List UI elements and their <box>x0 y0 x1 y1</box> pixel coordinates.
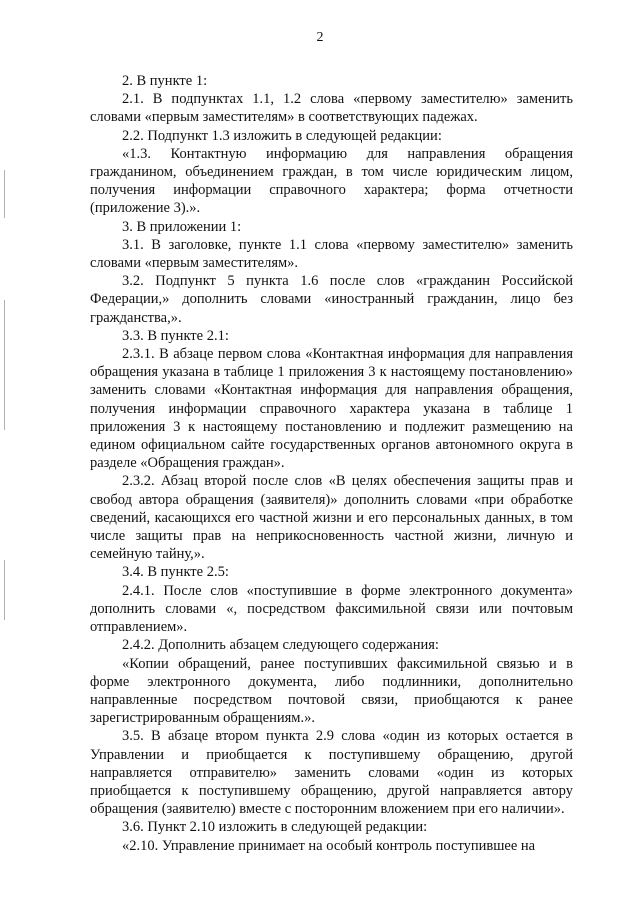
paragraph: 3.6. Пункт 2.10 изложить в следующей редакции: <box>122 819 428 836</box>
paragraph: 2.2. Подпункт 1.3 изложить в следующей редакции: <box>122 127 442 144</box>
page-number: 2 <box>316 30 324 45</box>
paragraph: 3.3. В пункте 2.1: <box>122 327 229 344</box>
paragraph: 2.4.1. После слов «поступившие в форме электронного документа» дополнить словами «, посредством факсимильной связи или почтовым отправлением». <box>90 582 573 636</box>
paragraph: 3.4. В пункте 2.5: <box>122 564 229 581</box>
paragraph: 2.3.2. Абзац второй после слов «В целях обеспечения защиты прав и свобод автора обращения (заявителя)» дополнить словами «при обработке сведений, касающихся его частной жизни и его персональных данных, в том числе защиты прав на неприкосновенность частной жизни, личную и семейную тайну,». <box>90 473 573 563</box>
document-body <box>90 72 573 855</box>
paragraph: «2.10. Управление принимает на особый контроль поступившее на <box>122 837 536 854</box>
paragraph: 2.3.1. В абзаце первом слова «Контактная информация для направления обращения указана в таблице 1 приложения 3 к настоящему постановлению» заменить словами «Контактная информация для направления обращения, получения информации справочного характера указана в таблице 1 приложения 3 к настоящему постановлению и подлежит размещению на едином официальном сайте государственных органов автономного округа в разделе «Обращения граждан». <box>90 346 573 472</box>
scan-edge-line <box>4 170 5 218</box>
paragraph: 2. В пункте 1: <box>122 73 208 89</box>
paragraph: 2.1. В подпунктах 1.1, 1.2 слова «первому заместителю» заменить словами «первым заместителям» в соответствующих падежах. <box>90 91 573 126</box>
paragraph: 2.4.2. Дополнить абзацем следующего содержания: <box>122 637 439 654</box>
paragraph: «1.3. Контактную информацию для направления обращения гражданином, объединением граждан, в том числе юридическим лицом, получения информации справочного характера; форма отчетности (приложение 3).». <box>90 145 573 217</box>
paragraph: 3.5. В абзаце втором пункта 2.9 слова «один из которых остается в Управлении и приобщается к поступившему обращению, другой направляется отправителю» заменить словами «один из которых приобщается к поступившему обращению, другой направляется автору обращения (заявителю) вместе с посторонним вложением при его наличии». <box>90 728 573 818</box>
paragraph: 3. В приложении 1: <box>122 218 242 235</box>
paragraph: 3.2. Подпункт 5 пункта 1.6 после слов «гражданин Российской Федерации,» дополнить словами «иностранный гражданин, лицо без гражданства,». <box>90 273 573 326</box>
paragraph: 3.1. В заголовке, пункте 1.1 слова «первому заместителю» заменить словами «первым заместителям». <box>90 236 573 272</box>
scan-edge-line <box>4 300 5 430</box>
scan-edge-line <box>4 560 5 620</box>
paragraph: «Копии обращений, ранее поступивших факсимильной связью и в форме электронного документа, либо подлинники, дополнительно направленные посредством почтовой связи, приобщаются к ранее зарегистрированным обращениям.». <box>90 655 573 727</box>
